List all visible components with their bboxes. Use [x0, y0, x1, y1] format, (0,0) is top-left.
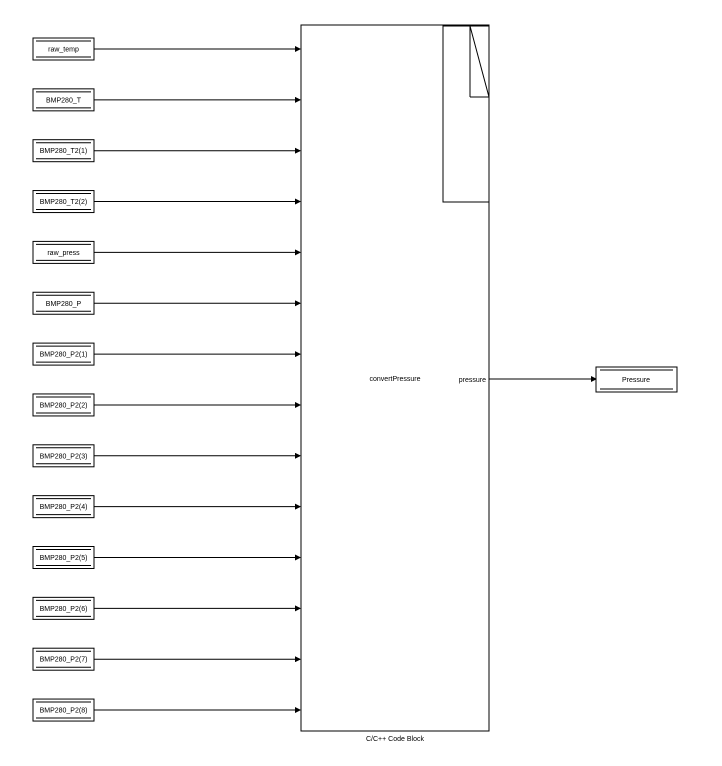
input-source-block[interactable]: [33, 648, 94, 670]
code-block-caption: C/C++ Code Block: [366, 736, 424, 743]
input-row: [33, 292, 312, 314]
input-source-block[interactable]: [33, 241, 94, 263]
input-source-block[interactable]: [33, 547, 94, 569]
input-source-label: BMP280_P2(6): [39, 605, 88, 613]
input-source-label: raw_press: [47, 249, 80, 257]
input-source-label: BMP280_P2(8): [39, 707, 88, 715]
input-source-label: BMP280_T2(2): [39, 199, 88, 207]
input-row: [33, 496, 312, 518]
input-row: [33, 597, 312, 619]
input-source-block[interactable]: [33, 140, 94, 162]
input-source-block[interactable]: [33, 699, 94, 721]
input-source-block[interactable]: [33, 394, 94, 416]
code-block[interactable]: [301, 25, 489, 743]
input-source-label: BMP280_P2(5): [39, 555, 88, 562]
input-source-block[interactable]: [33, 343, 94, 365]
input-row: [33, 394, 312, 416]
input-source-block[interactable]: [33, 38, 94, 60]
code-block-output-port-label: pressure: [458, 377, 486, 384]
input-row: [33, 191, 311, 213]
input-row: [33, 699, 312, 721]
input-source-label: BMP280_T: [45, 97, 82, 105]
input-row: [33, 343, 312, 365]
input-signals: [33, 38, 336, 721]
input-source-label: BMP280_P2(7): [39, 656, 88, 664]
input-source-label: BMP280_P2(3): [39, 453, 88, 461]
input-source-label: raw_temp: [48, 46, 79, 54]
input-source-label: BMP280_P2(1): [39, 351, 88, 359]
input-source-block[interactable]: [33, 496, 94, 518]
code-block-name: convertPressure: [369, 376, 421, 383]
input-source-label: BMP280_P: [45, 300, 82, 308]
output-block-label: Pressure: [621, 377, 651, 384]
input-row: [33, 547, 312, 569]
input-row: [33, 648, 312, 670]
input-row: [33, 140, 311, 162]
input-source-block[interactable]: [33, 191, 94, 213]
input-source-block[interactable]: [33, 445, 94, 467]
input-row: [33, 38, 334, 60]
input-source-block[interactable]: [33, 292, 94, 314]
output-block-pressure[interactable]: [596, 367, 677, 392]
input-source-block[interactable]: [33, 597, 94, 619]
input-row: [33, 89, 311, 111]
input-source-block[interactable]: [33, 89, 94, 111]
input-row: [33, 241, 336, 263]
input-source-label: BMP280_P2(2): [39, 402, 88, 410]
input-source-label: BMP280_T2(1): [39, 148, 88, 156]
input-source-label: BMP280_P2(4): [39, 504, 88, 512]
input-row: [33, 445, 312, 467]
code-block-document-icon: [443, 26, 489, 202]
